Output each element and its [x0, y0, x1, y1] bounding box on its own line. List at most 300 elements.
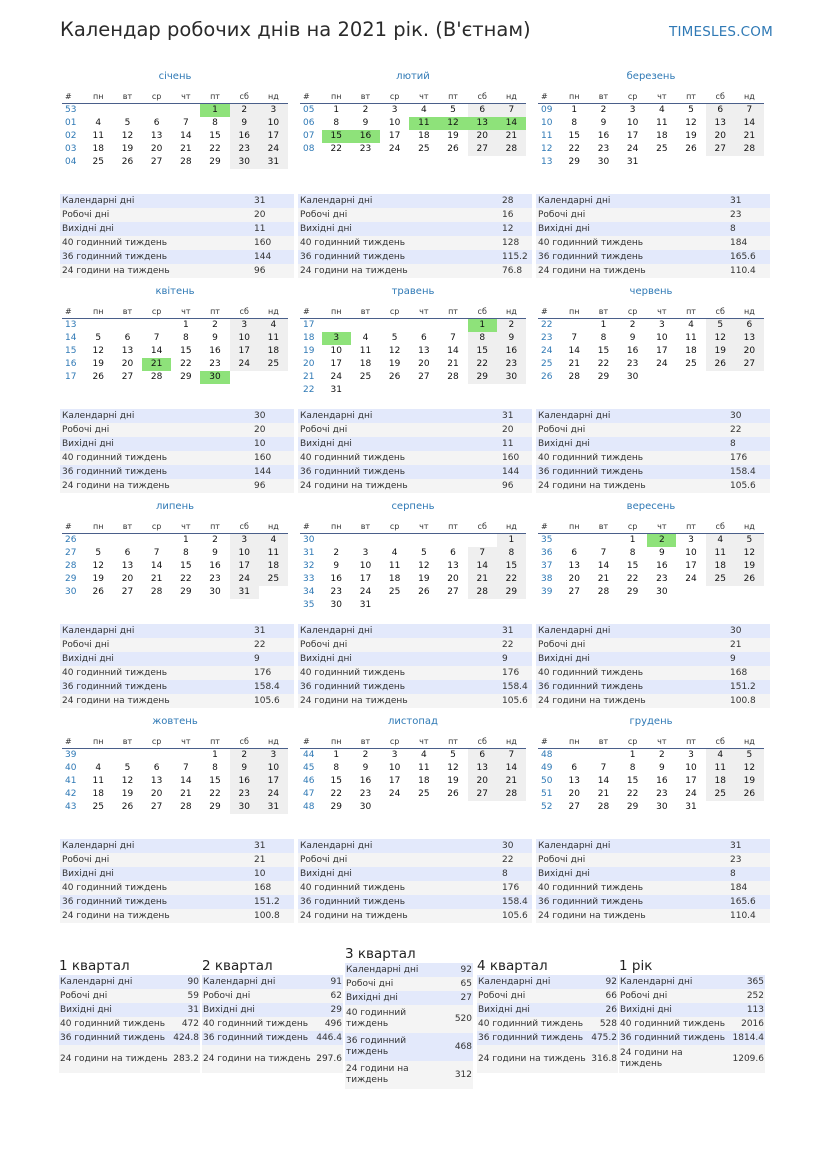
- month-name: липень: [155, 501, 194, 512]
- week-number: 34: [303, 587, 315, 597]
- weekday-label: нд: [506, 737, 517, 746]
- quarter-stat-value: 365: [746, 976, 764, 987]
- day-cell: 4: [95, 118, 102, 128]
- weekday-label: вт: [122, 737, 133, 746]
- weekday-label: пт: [686, 522, 696, 531]
- quarter-stat-value: 2016: [741, 1018, 764, 1029]
- stat-label: 40 годинний тиждень: [538, 238, 644, 248]
- day-cell: 23: [209, 574, 221, 584]
- holiday-day-cell: 3: [322, 332, 351, 345]
- day-cell: 7: [153, 333, 160, 343]
- stat-label: 40 годинний тиждень: [300, 883, 406, 893]
- stat-label: Календарні дні: [62, 411, 135, 421]
- day-cell: 11: [388, 561, 401, 571]
- day-cell: [409, 534, 438, 547]
- day-cell: 17: [330, 359, 342, 369]
- weekday-label: пт: [448, 92, 458, 101]
- day-cell: 7: [182, 118, 189, 128]
- day-cell: 31: [626, 157, 639, 167]
- day-cell: 13: [706, 117, 735, 130]
- week-number: 51: [541, 789, 553, 799]
- stat-label: Робочі дні: [300, 210, 348, 220]
- week-number: 46: [303, 776, 315, 786]
- stat-row: [536, 680, 770, 694]
- calendar-grid: [62, 520, 288, 599]
- week-row: [62, 371, 288, 384]
- day-cell: 7: [571, 333, 578, 343]
- day-cell: 13: [121, 346, 134, 356]
- quarter-stat-label: 40 годинний тиждень: [478, 1018, 584, 1029]
- stat-row: [60, 694, 294, 708]
- week-number: 22: [541, 320, 553, 330]
- quarter-stat-label: 24 години на тиждень: [346, 1064, 409, 1085]
- day-cell: 20: [706, 130, 735, 143]
- month-stats-table: [60, 409, 294, 493]
- stat-value: 8: [730, 224, 736, 234]
- day-cell: 13: [447, 561, 459, 571]
- week-number: 19: [303, 346, 315, 356]
- day-cell: 3: [391, 750, 398, 760]
- holiday-day-cell: 16: [351, 130, 380, 143]
- weekday-label: ср: [627, 522, 638, 531]
- day-cell: 2: [230, 104, 259, 117]
- week-row: [538, 749, 764, 762]
- day-cell: 21: [597, 574, 610, 584]
- quarter-stat-value: 475.2: [591, 1032, 617, 1043]
- week-number: 47: [303, 789, 315, 799]
- day-cell: 5: [124, 118, 131, 128]
- stat-label: 40 годинний тиждень: [300, 668, 406, 678]
- weekday-label: пн: [569, 92, 580, 101]
- stat-label: Вихідні дні: [62, 224, 114, 234]
- stat-value: 176: [730, 453, 748, 463]
- stat-row: [60, 264, 294, 278]
- stat-row: [60, 895, 294, 909]
- day-cell: 16: [359, 776, 372, 786]
- weekday-label: пн: [93, 307, 104, 316]
- week-number: 35: [303, 600, 315, 610]
- day-cell: 19: [735, 775, 764, 788]
- day-cell: [380, 534, 409, 547]
- stat-label: Вихідні дні: [62, 439, 114, 449]
- quarter-stat-label: Календарні дні: [478, 976, 551, 987]
- day-cell: 23: [330, 587, 342, 597]
- day-cell: 29: [209, 157, 221, 167]
- day-cell: 18: [656, 131, 668, 141]
- month-stats-table: [60, 194, 294, 278]
- week-row: [62, 358, 288, 371]
- week-row: [538, 143, 764, 156]
- stat-value: 115.2: [502, 252, 528, 262]
- stat-label: 40 годинний тиждень: [62, 238, 168, 248]
- quarter-stat-row: [619, 989, 765, 1003]
- day-cell: 1: [600, 320, 607, 330]
- day-cell: 25: [706, 788, 735, 801]
- week-number: 13: [65, 320, 77, 330]
- stat-label: 24 години на тиждень: [62, 266, 170, 276]
- weekday-label: вт: [122, 522, 133, 531]
- week-row: [300, 130, 526, 143]
- day-cell: 15: [180, 561, 192, 571]
- stat-label: Вихідні дні: [300, 439, 352, 449]
- day-cell: 20: [735, 345, 764, 358]
- day-cell: [84, 104, 113, 117]
- week-row: [300, 319, 526, 332]
- stat-label: Календарні дні: [62, 841, 135, 851]
- week-number: 35: [541, 535, 553, 545]
- day-cell: 29: [180, 372, 192, 382]
- week-row: [300, 586, 526, 599]
- day-cell: [409, 319, 438, 332]
- week-row: [62, 143, 288, 156]
- day-cell: 30: [497, 371, 526, 384]
- day-cell: 6: [735, 319, 764, 332]
- week-number: 45: [303, 763, 315, 773]
- quarter-stat-value: 92: [460, 964, 472, 975]
- week-number: 21: [303, 372, 315, 382]
- day-cell: 13: [468, 762, 497, 775]
- stat-value: 176: [502, 668, 520, 678]
- day-cell: 19: [121, 144, 134, 154]
- quarter-stat-label: 36 годинний тиждень: [346, 1036, 407, 1057]
- weekday-label: нд: [744, 92, 755, 101]
- day-cell: 17: [626, 131, 639, 141]
- day-cell: 15: [209, 776, 221, 786]
- day-cell: 21: [180, 144, 192, 154]
- day-cell: 19: [418, 574, 430, 584]
- weekday-label: пн: [93, 522, 104, 531]
- day-cell: [113, 104, 142, 117]
- day-cell: 19: [92, 359, 104, 369]
- stat-label: Календарні дні: [62, 196, 135, 206]
- quarter-stat-label: Робочі дні: [620, 990, 668, 1001]
- stat-value: 31: [730, 841, 742, 851]
- weekday-label: ср: [627, 737, 638, 746]
- day-cell: 29: [497, 586, 526, 599]
- weekday-header: [62, 735, 288, 749]
- week-row: [538, 358, 764, 371]
- quarter-stat-value: 31: [187, 1004, 199, 1015]
- day-cell: 6: [468, 104, 497, 117]
- day-cell: 24: [259, 788, 288, 801]
- week-row: [538, 801, 764, 814]
- day-cell: 22: [209, 789, 221, 799]
- month-name: березень: [626, 71, 676, 82]
- stat-value: 105.6: [730, 481, 756, 491]
- stat-row: [298, 264, 532, 278]
- stat-label: Робочі дні: [538, 855, 586, 865]
- month-stats-table: [536, 194, 770, 278]
- day-cell: 10: [230, 332, 259, 345]
- quarter-stat-row: [345, 991, 473, 1005]
- day-cell: 8: [629, 548, 636, 558]
- week-number: 17: [65, 372, 77, 382]
- day-cell: [676, 156, 705, 169]
- stat-value: 23: [730, 855, 742, 865]
- day-cell: 3: [362, 548, 369, 558]
- day-cell: 20: [468, 775, 497, 788]
- week-number: 52: [541, 802, 553, 812]
- weekday-label: нд: [506, 307, 517, 316]
- quarter-stat-row: [59, 1017, 200, 1031]
- stat-value: 11: [254, 224, 266, 234]
- day-cell: [351, 384, 380, 397]
- week-number: 22: [303, 385, 315, 395]
- weekday-label: чт: [419, 522, 429, 531]
- quarter-stat-label: Вихідні дні: [620, 1004, 672, 1015]
- week-number: 16: [65, 359, 77, 369]
- quarter-stat-value: 283.2: [173, 1053, 199, 1064]
- day-cell: [647, 156, 676, 169]
- day-cell: 30: [656, 587, 668, 597]
- week-row: [300, 801, 526, 814]
- stat-row: [60, 409, 294, 423]
- stat-value: 100.8: [254, 911, 280, 921]
- day-cell: 12: [418, 561, 430, 571]
- day-cell: [259, 586, 288, 599]
- day-cell: 14: [597, 561, 610, 571]
- day-cell: 31: [359, 600, 372, 610]
- day-cell: 4: [362, 333, 369, 343]
- day-cell: 1: [497, 534, 526, 547]
- day-cell: 18: [685, 346, 697, 356]
- quarter-title: 3 квартал: [345, 946, 416, 962]
- day-cell: 27: [568, 587, 580, 597]
- month-calendar: [538, 70, 764, 169]
- day-cell: 11: [706, 547, 735, 560]
- quarter-title: 1 рік: [619, 958, 653, 974]
- stat-value: 30: [254, 411, 266, 421]
- month-name: червень: [629, 286, 673, 297]
- day-cell: 11: [685, 333, 697, 343]
- day-cell: 31: [259, 801, 288, 814]
- day-cell: 6: [153, 763, 160, 773]
- stat-row: [298, 423, 532, 437]
- stat-value: 20: [254, 425, 266, 435]
- stat-label: 36 годинний тиждень: [538, 467, 644, 477]
- stat-row: [60, 624, 294, 638]
- day-cell: [380, 319, 409, 332]
- day-cell: 5: [450, 105, 456, 115]
- day-cell: 5: [95, 333, 102, 343]
- quarter-stat-row: [619, 1031, 765, 1045]
- stat-label: Вихідні дні: [300, 224, 352, 234]
- day-cell: 21: [735, 130, 764, 143]
- day-cell: 20: [121, 359, 134, 369]
- day-cell: [322, 534, 351, 547]
- stat-row: [298, 638, 532, 652]
- week-row: [62, 775, 288, 788]
- weekday-label: нд: [506, 92, 517, 101]
- day-cell: 3: [230, 319, 259, 332]
- week-row: [62, 345, 288, 358]
- quarter-stat-label: Робочі дні: [478, 990, 526, 1001]
- day-cell: 27: [468, 788, 497, 801]
- day-cell: 17: [685, 561, 697, 571]
- weekday-label: пн: [331, 92, 342, 101]
- day-cell: 11: [259, 547, 288, 560]
- day-cell: 28: [568, 372, 580, 382]
- stat-label: Календарні дні: [300, 841, 373, 851]
- day-cell: [589, 749, 618, 762]
- weekday-label: пн: [331, 307, 342, 316]
- day-cell: 8: [600, 333, 607, 343]
- stat-value: 96: [502, 481, 514, 491]
- week-row: [62, 801, 288, 814]
- day-cell: 11: [92, 776, 104, 786]
- weekday-label: вт: [598, 522, 609, 531]
- day-cell: [380, 384, 409, 397]
- quarter-stat-row: [345, 1061, 473, 1089]
- quarter-stat-value: 424.8: [173, 1032, 199, 1043]
- stat-row: [60, 652, 294, 666]
- day-cell: 12: [685, 118, 697, 128]
- week-row: [300, 371, 526, 384]
- day-cell: 2: [600, 105, 607, 115]
- day-cell: 21: [150, 574, 163, 584]
- day-cell: 19: [92, 574, 104, 584]
- day-cell: 4: [259, 534, 288, 547]
- week-row: [538, 775, 764, 788]
- week-number: 08: [303, 144, 315, 154]
- stat-value: 22: [254, 640, 266, 650]
- day-cell: [142, 319, 171, 332]
- stat-label: Робочі дні: [62, 855, 110, 865]
- weekday-label: пн: [331, 522, 342, 531]
- quarter-stat-row: [477, 1003, 618, 1017]
- quarter-stat-value: 496: [324, 1018, 342, 1029]
- day-cell: 8: [182, 548, 189, 558]
- week-number: 26: [65, 535, 77, 545]
- week-number: 01: [65, 118, 77, 128]
- weekday-label: нд: [268, 92, 279, 101]
- week-row: [300, 573, 526, 586]
- month-name: жовтень: [152, 716, 198, 727]
- weekday-label: пт: [210, 307, 220, 316]
- day-cell: 14: [447, 346, 459, 356]
- day-cell: 9: [629, 333, 636, 343]
- quarter-stat-label: Вихідні дні: [203, 1004, 255, 1015]
- day-cell: 11: [92, 131, 104, 141]
- stat-row: [536, 236, 770, 250]
- day-cell: [706, 371, 735, 384]
- holiday-day-cell: 1: [200, 104, 229, 117]
- day-cell: 13: [150, 776, 163, 786]
- day-cell: 9: [362, 763, 369, 773]
- week-row: [538, 345, 764, 358]
- month-name: лютий: [396, 71, 430, 82]
- week-row: [300, 104, 526, 117]
- day-cell: 28: [150, 372, 163, 382]
- week-number: 24: [541, 346, 553, 356]
- day-cell: 24: [626, 144, 639, 154]
- weekday-label: вт: [360, 92, 371, 101]
- stat-row: [298, 194, 532, 208]
- week-row: [62, 156, 288, 169]
- month-name: серпень: [391, 501, 435, 512]
- weekday-label: #: [541, 307, 548, 316]
- week-number: 27: [65, 548, 77, 558]
- week-number: 26: [541, 372, 553, 382]
- quarter-stat-row: [202, 975, 343, 989]
- quarter-stat-label: Календарні дні: [203, 976, 276, 987]
- weekday-label: вт: [360, 522, 371, 531]
- day-cell: 12: [706, 332, 735, 345]
- stat-row: [298, 250, 532, 264]
- day-cell: 27: [121, 587, 134, 597]
- weekday-label: ср: [389, 307, 400, 316]
- day-cell: 10: [230, 547, 259, 560]
- stat-row: [298, 909, 532, 923]
- stat-row: [536, 208, 770, 222]
- stat-label: Вихідні дні: [300, 869, 352, 879]
- day-cell: [497, 801, 526, 814]
- quarter-stat-value: 90: [187, 976, 199, 987]
- month-stats-table: [536, 409, 770, 493]
- day-cell: 2: [230, 749, 259, 762]
- day-cell: 21: [447, 359, 459, 369]
- stat-value: 158.4: [502, 682, 528, 692]
- day-cell: 23: [626, 359, 639, 369]
- stat-label: 40 годинний тиждень: [300, 238, 406, 248]
- month-name: листопад: [388, 716, 438, 727]
- day-cell: 23: [359, 789, 372, 799]
- day-cell: 21: [497, 775, 526, 788]
- stat-label: Робочі дні: [538, 425, 586, 435]
- stat-label: Календарні дні: [62, 626, 135, 636]
- day-cell: 8: [629, 763, 636, 773]
- stat-label: Робочі дні: [538, 640, 586, 650]
- day-cell: 24: [656, 359, 668, 369]
- day-cell: 18: [388, 574, 401, 584]
- day-cell: 7: [735, 104, 764, 117]
- stat-row: [536, 423, 770, 437]
- day-cell: [142, 534, 171, 547]
- week-row: [300, 560, 526, 573]
- quarter-stat-label: 36 годинний тиждень: [203, 1032, 309, 1043]
- brand-link[interactable]: TIMESLES.COM: [669, 24, 773, 40]
- day-cell: 26: [735, 788, 764, 801]
- quarter-stat-value: 59: [187, 990, 199, 1001]
- weekday-label: пн: [569, 737, 580, 746]
- day-cell: 23: [656, 789, 668, 799]
- month-calendar: [300, 285, 526, 397]
- stat-row: [298, 881, 532, 895]
- weekday-label: ср: [389, 737, 400, 746]
- weekday-label: пн: [93, 92, 104, 101]
- stat-row: [536, 222, 770, 236]
- day-cell: 17: [230, 560, 259, 573]
- stat-label: 24 години на тиждень: [62, 696, 170, 706]
- day-cell: 4: [391, 548, 398, 558]
- day-cell: 15: [597, 346, 610, 356]
- calendar-grid: [538, 520, 764, 599]
- day-cell: 30: [626, 372, 639, 382]
- day-cell: [735, 371, 764, 384]
- quarter-title: 4 квартал: [477, 958, 548, 974]
- day-cell: 9: [333, 561, 340, 571]
- holiday-day-cell: 2: [647, 534, 676, 547]
- stat-row: [60, 465, 294, 479]
- holiday-day-cell: 1: [468, 319, 497, 332]
- quarter-stat-value: 297.6: [316, 1053, 342, 1064]
- day-cell: 4: [688, 320, 694, 330]
- month-stats-table: [60, 624, 294, 708]
- day-cell: 16: [230, 130, 259, 143]
- day-cell: 7: [497, 104, 526, 117]
- day-cell: 17: [656, 346, 668, 356]
- stat-value: 168: [254, 883, 272, 893]
